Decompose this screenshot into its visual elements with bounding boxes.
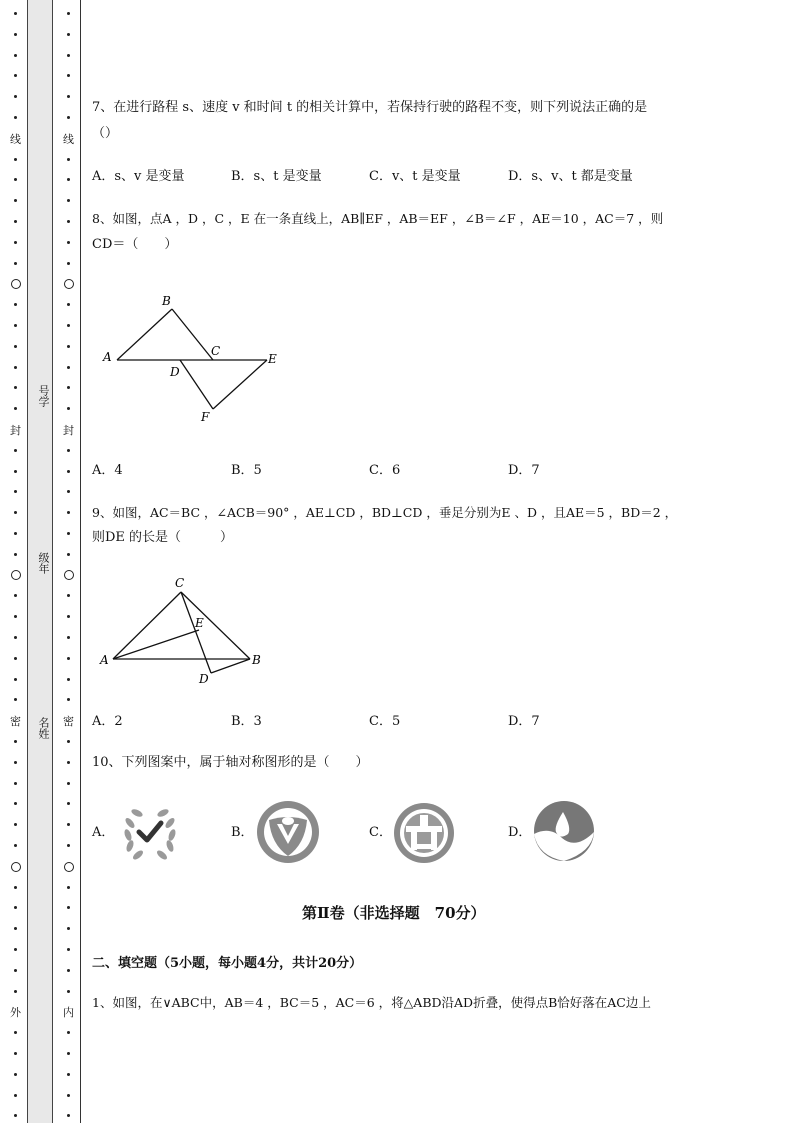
binding-dot — [14, 1052, 17, 1055]
binding-dot — [14, 199, 17, 202]
binding-dot — [67, 386, 70, 389]
binding-dot — [14, 990, 17, 993]
binding-dot — [67, 844, 70, 847]
mark-right-feng: 封 — [63, 424, 74, 437]
binding-dot — [67, 1073, 70, 1076]
q7-option-d[interactable]: D．s、v、t 都是变量 — [508, 169, 633, 184]
binding-dot — [14, 802, 17, 805]
label-name: 名姓 — [37, 717, 50, 739]
binding-dot — [14, 532, 17, 535]
q7-stem: 7、在进行路程 s、速度 v 和时间 t 的相关计算中，若保持行驶的路程不变，则下列说法正确的是 — [92, 100, 648, 115]
binding-dot — [67, 33, 70, 36]
binding-hole — [64, 279, 74, 289]
q9-stem-line1: 9、如图，AC＝BC ，∠ACB＝90° ，AE⊥CD ，BD⊥CD ，垂足分别为E 、D ，且AE＝5 ，BD＝2 ， — [92, 505, 678, 520]
binding-dot — [14, 927, 17, 930]
binding-dot — [14, 386, 17, 389]
binding-dot — [14, 657, 17, 660]
binding-dot — [14, 615, 17, 618]
binding-dot — [67, 740, 70, 743]
binding-hole — [11, 279, 21, 289]
binding-dot — [67, 1114, 70, 1117]
circle-gate-icon — [392, 801, 456, 865]
binding-dot — [14, 33, 17, 36]
binding-dot — [67, 615, 70, 618]
binding-dot — [14, 1094, 17, 1097]
laurel-check-icon — [118, 801, 182, 863]
binding-dot — [14, 511, 17, 514]
binding-dot — [67, 241, 70, 244]
mark-left-mi: 密 — [10, 715, 21, 728]
q10-option-a[interactable]: A． — [92, 825, 115, 840]
binding-dot — [14, 220, 17, 223]
binding-dot — [67, 698, 70, 701]
mark-right-nei: 内 — [63, 1006, 74, 1019]
q8-label-e: E — [268, 352, 277, 366]
binding-dot — [67, 969, 70, 972]
binding-dot — [67, 1094, 70, 1097]
binding-dot — [67, 802, 70, 805]
binding-dot — [14, 158, 17, 161]
binding-dot — [14, 906, 17, 909]
left-dot-column — [10, 0, 22, 1123]
q10-option-d[interactable]: D． — [508, 825, 532, 840]
binding-dot — [14, 490, 17, 493]
binding-dot — [14, 407, 17, 410]
q9-figure — [95, 572, 275, 690]
q7-option-a[interactable]: A．s、v 是变量 — [92, 169, 185, 184]
binding-dot — [14, 54, 17, 57]
q9-label-a: A — [100, 653, 109, 667]
binding-dot — [14, 823, 17, 826]
q8-option-b[interactable]: B．5 — [231, 463, 262, 478]
part2-q1-stem: 1、如图，在∨ABC中，AB＝4 ，BC＝5 ，AC＝6 ，将△ABD沿AD折叠，使得点B恰好落在AC边上 — [92, 995, 651, 1010]
binding-dot — [67, 948, 70, 951]
q9-label-b: B — [252, 653, 261, 667]
binding-dot — [14, 324, 17, 327]
label-grade: 级年 — [37, 552, 50, 574]
binding-dot — [67, 553, 70, 556]
binding-dot — [14, 366, 17, 369]
binding-dot — [67, 116, 70, 119]
binding-dot — [67, 511, 70, 514]
q9-label-c: C — [175, 576, 185, 590]
mark-left-xian: 线 — [10, 133, 21, 146]
binding-dot — [67, 990, 70, 993]
water-drop-icon — [532, 800, 596, 862]
binding-dot — [14, 1114, 17, 1117]
binding-dot — [14, 969, 17, 972]
binding-dot — [67, 927, 70, 930]
q8-label-f: F — [201, 410, 210, 424]
q8-stem-line1: 8、如图，点A ，D ，C ，E 在一条直线上，AB∥EF ，AB＝EF ，∠B＝∠F ，AE＝10 ，AC＝7 ，则 — [92, 211, 664, 226]
binding-dot — [14, 948, 17, 951]
q7-paren: （） — [92, 126, 119, 141]
binding-dot — [67, 407, 70, 410]
binding-dot — [14, 470, 17, 473]
q8-label-a: A — [103, 350, 112, 364]
binding-dot — [14, 95, 17, 98]
binding-dot — [67, 54, 70, 57]
binding-dot — [67, 657, 70, 660]
q7-option-b[interactable]: B．s、t 是变量 — [231, 169, 322, 184]
binding-dot — [67, 823, 70, 826]
mark-right-mi: 密 — [63, 715, 74, 728]
binding-dot — [14, 12, 17, 15]
binding-dot — [67, 761, 70, 764]
q9-option-b[interactable]: B．3 — [231, 714, 262, 729]
binding-dot — [67, 470, 70, 473]
q8-stem-line2: CD＝（ ） — [92, 237, 178, 252]
binding-dot — [67, 886, 70, 889]
q8-option-d[interactable]: D．7 — [508, 463, 540, 478]
binding-dot — [14, 698, 17, 701]
binding-dot — [67, 12, 70, 15]
binding-dot — [67, 95, 70, 98]
binding-dot — [67, 324, 70, 327]
q8-label-c: C — [211, 344, 221, 358]
q9-option-d[interactable]: D．7 — [508, 714, 540, 729]
binding-dot — [14, 449, 17, 452]
binding-dot — [67, 532, 70, 535]
binding-dot — [14, 74, 17, 77]
binding-dot — [67, 1031, 70, 1034]
binding-dot — [14, 241, 17, 244]
q8-label-b: B — [162, 294, 171, 308]
q8-option-c[interactable]: C．6 — [369, 463, 401, 478]
binding-dot — [67, 178, 70, 181]
binding-hole — [64, 570, 74, 580]
right-dot-column — [63, 0, 75, 1123]
binding-dot — [67, 158, 70, 161]
mark-right-xian: 线 — [63, 133, 74, 146]
binding-dot — [14, 594, 17, 597]
binding-dot — [67, 449, 70, 452]
mark-left-wai: 外 — [10, 1006, 21, 1019]
binding-dot — [67, 906, 70, 909]
binding-dot — [67, 678, 70, 681]
shield-v-icon — [255, 800, 321, 864]
margin-line — [80, 0, 81, 1123]
binding-dot — [14, 553, 17, 556]
binding-dot — [14, 262, 17, 265]
q9-option-a[interactable]: A．2 — [92, 714, 123, 729]
binding-dot — [14, 740, 17, 743]
binding-dot — [67, 782, 70, 785]
binding-dot — [14, 345, 17, 348]
mark-left-feng: 封 — [10, 424, 21, 437]
q8-figure — [95, 285, 295, 425]
binding-dot — [14, 782, 17, 785]
binding-hole — [11, 570, 21, 580]
label-student-number: 号学 — [37, 385, 50, 407]
q10-option-c[interactable]: C． — [369, 825, 392, 840]
binding-dot — [14, 116, 17, 119]
binding-dot — [14, 844, 17, 847]
binding-dot — [67, 366, 70, 369]
binding-dot — [14, 1073, 17, 1076]
q7-option-c[interactable]: C．v、t 是变量 — [369, 169, 461, 184]
q9-label-d: D — [199, 672, 209, 686]
binding-dot — [67, 594, 70, 597]
binding-dot — [14, 178, 17, 181]
binding-dot — [67, 199, 70, 202]
q10-stem: 10、下列图案中，属于轴对称图形的是（ ） — [92, 755, 369, 770]
section-fill-blank-heading: 二、填空题（5小题，每小题4分，共计20分） — [92, 956, 363, 971]
q9-option-c[interactable]: C．5 — [369, 714, 401, 729]
part2-title: 第Ⅱ卷（非选择题 70分） — [302, 904, 486, 922]
binding-dot — [14, 636, 17, 639]
q9-stem-line2: 则DE 的长是（ ） — [92, 530, 234, 545]
binding-dot — [67, 262, 70, 265]
q8-option-a[interactable]: A．4 — [92, 463, 123, 478]
binding-dot — [14, 761, 17, 764]
binding-dot — [67, 636, 70, 639]
binding-dot — [67, 345, 70, 348]
binding-dot — [14, 886, 17, 889]
q10-option-b[interactable]: B． — [231, 825, 254, 840]
binding-dot — [67, 303, 70, 306]
binding-dot — [67, 74, 70, 77]
binding-dot — [67, 1052, 70, 1055]
binding-dot — [14, 678, 17, 681]
binding-dot — [14, 1031, 17, 1034]
binding-hole — [64, 862, 74, 872]
binding-dot — [67, 220, 70, 223]
q9-label-e: E — [195, 616, 204, 630]
q8-label-d: D — [170, 365, 180, 379]
binding-dot — [14, 303, 17, 306]
binding-dot — [67, 490, 70, 493]
binding-hole — [11, 862, 21, 872]
